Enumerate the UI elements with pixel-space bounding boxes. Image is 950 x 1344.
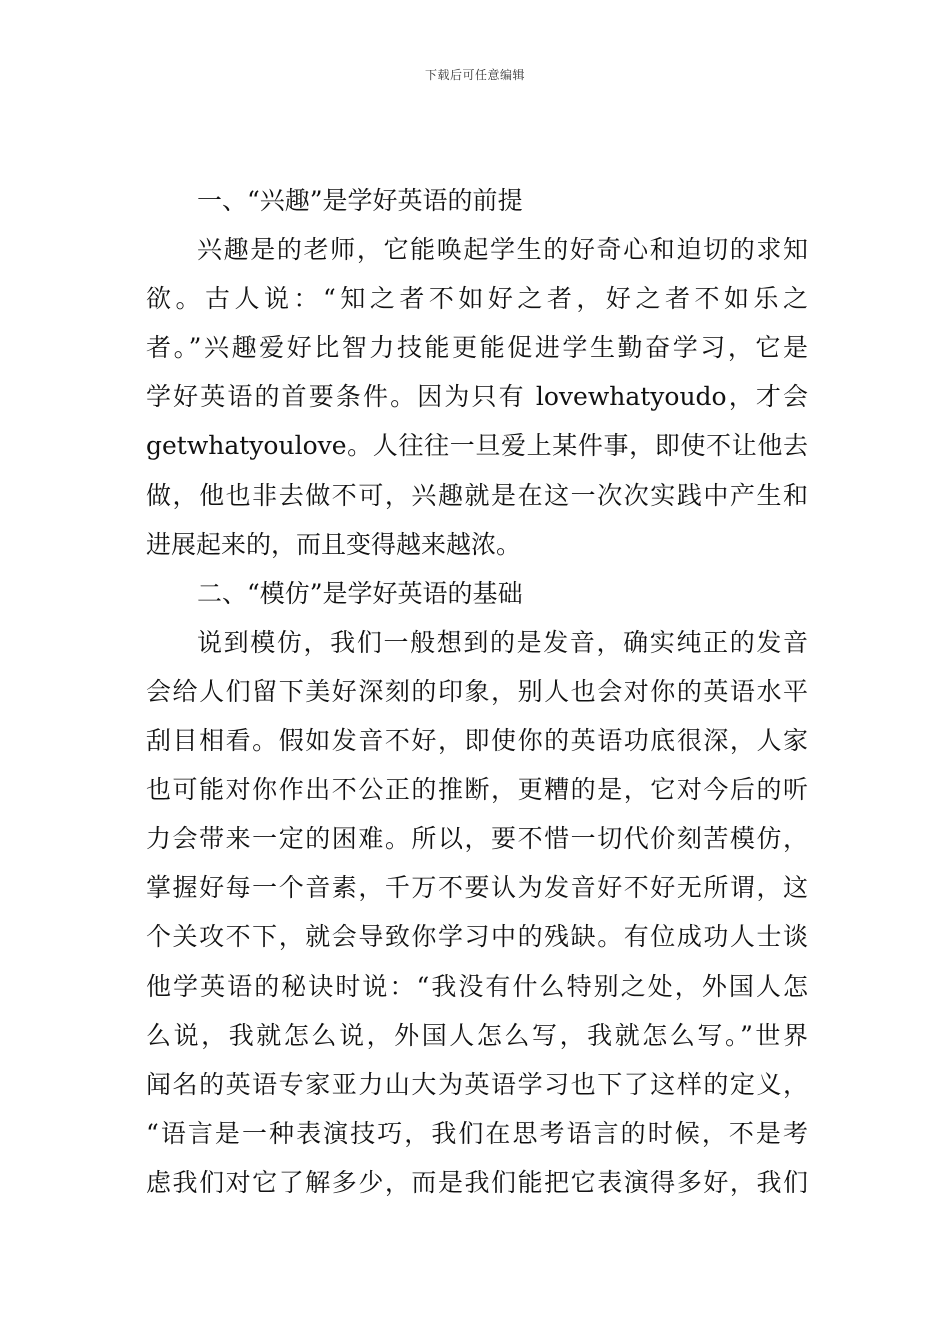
section-heading-imitation: 二、“模仿”是学好英语的基础 bbox=[197, 578, 523, 608]
paragraph-line: 虑我们对它了解多少，而是我们能把它表演得多好，我们 bbox=[146, 1167, 808, 1197]
paragraph-line: 么说，我就怎么说，外国人怎么写，我就怎么写。”世界 bbox=[146, 1020, 808, 1050]
paragraph-line: 也可能对你作出不公正的推断，更糟的是，它对今后的听 bbox=[146, 775, 808, 805]
paragraph-line: 闻名的英语专家亚力山大为英语学习也下了这样的定义， bbox=[146, 1069, 808, 1099]
paragraph-line: 个关攻不下，就会导致你学习中的残缺。有位成功人士谈 bbox=[146, 922, 808, 952]
paragraph-line: 做，他也非去做不可，兴趣就是在这一次次实践中产生和 bbox=[146, 480, 808, 510]
paragraph-line: 兴趣是的老师，它能唤起学生的好奇心和迫切的求知 bbox=[197, 235, 808, 265]
paragraph-line: 力会带来一定的困难。所以，要不惜一切代价刻苦模仿， bbox=[146, 824, 808, 854]
paragraph-line: “语言是一种表演技巧，我们在思考语言的时候，不是考 bbox=[146, 1118, 808, 1148]
paragraph-line: 刮目相看。假如发音不好，即使你的英语功底很深，人家 bbox=[146, 726, 808, 756]
paragraph-line: 掌握好每一个音素，千万不要认为发音好不好无所谓，这 bbox=[146, 873, 808, 903]
paragraph-line: 会给人们留下美好深刻的印象，别人也会对你的英语水平 bbox=[146, 676, 808, 706]
document-body bbox=[146, 176, 808, 1207]
page-header: 下载后可任意编辑 bbox=[424, 68, 525, 82]
paragraph-line: 学好英语的首要条件。因为只有 lovewhatyoudo，才会 bbox=[146, 382, 808, 412]
paragraph-line: 欲。古人说：“知之者不如好之者，好之者不如乐之 bbox=[146, 284, 808, 314]
paragraph-line: 他学英语的秘诀时说：“我没有什么特别之处，外国人怎 bbox=[146, 971, 808, 1001]
paragraph-line: getwhatyoulove。人往往一旦爱上某件事，即使不让他去 bbox=[146, 431, 808, 461]
paragraph-line: 者。”兴趣爱好比智力技能更能促进学生勤奋学习，它是 bbox=[146, 333, 808, 363]
paragraph-line: 进展起来的，而且变得越来越浓。 bbox=[146, 529, 522, 559]
section-heading-interest: 一、“兴趣”是学好英语的前提 bbox=[197, 186, 523, 215]
paragraph-line: 说到模仿，我们一般想到的是发音，确实纯正的发音 bbox=[197, 627, 808, 657]
